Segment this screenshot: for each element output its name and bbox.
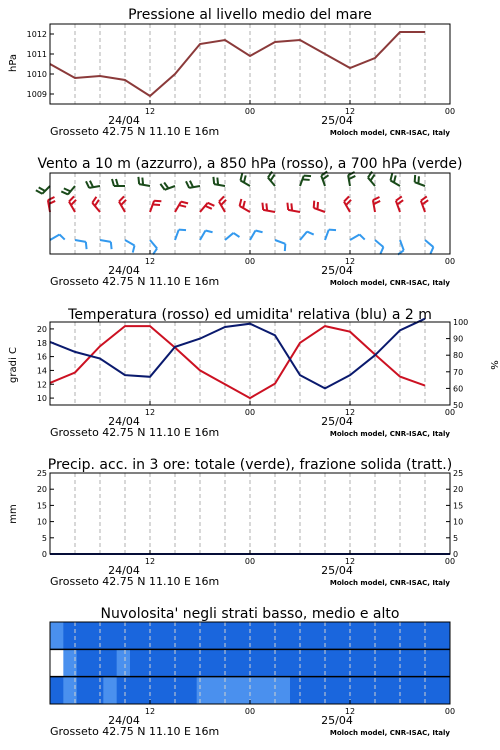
cloud-cell	[103, 649, 117, 676]
wind-10m-barb-feather	[360, 235, 365, 240]
wind-850-barb-shaft	[240, 206, 250, 212]
wind-850-barb-feather	[95, 200, 99, 206]
wind-850-barb	[240, 199, 250, 212]
temperature-date-label: 25/04	[321, 415, 353, 428]
temperature-x-tick-label: 00	[444, 408, 456, 417]
cloud-cell	[50, 622, 64, 649]
precip-right-y-tick-label: 20	[453, 485, 464, 495]
cloud-cell	[130, 677, 144, 704]
wind-700-barb-feather	[240, 173, 242, 180]
pressure-y-tick-label: 1012	[26, 30, 47, 39]
wind-850-barb	[314, 201, 325, 212]
cloud-cell	[330, 622, 344, 649]
cloud-cell	[370, 649, 384, 676]
wind-850-barb	[175, 202, 188, 212]
wind-700-barb-shaft	[189, 186, 200, 188]
wind-850-barb-shaft	[314, 208, 325, 212]
cloud-cell	[277, 622, 291, 649]
cloud-cell	[183, 677, 197, 704]
wind-700-barb-feather	[39, 187, 45, 191]
cloud-cell	[410, 649, 424, 676]
cloud-cell	[250, 677, 264, 704]
wind-10m-barb-shaft	[275, 240, 285, 244]
precip-y-tick-label: 5	[41, 533, 47, 543]
wind-700-barb-feather	[304, 176, 311, 177]
wind-850-barb-feather	[179, 205, 186, 207]
wind-10m-barb-shaft	[300, 232, 307, 240]
cloud-cell	[50, 677, 64, 704]
wind-10m-barb-feather	[60, 235, 65, 240]
wind-700-barb-feather	[268, 172, 272, 178]
cloud-cell	[357, 622, 371, 649]
precip-x-tick-label: 00	[244, 557, 256, 566]
pressure-y-tick-label: 1011	[26, 50, 47, 59]
wind-700-barb	[268, 172, 275, 186]
wind-10m-barb-feather	[233, 233, 239, 237]
wind-700-barb-feather	[418, 176, 419, 183]
cloud-cell	[290, 649, 304, 676]
wind-700-barb-feather	[64, 188, 71, 191]
wind-title: Vento a 10 m (azzurro), a 850 hPa (rosso), a 700 hPa (verde)	[37, 156, 463, 172]
wind-700-barb-feather	[302, 179, 309, 180]
wind-10m-barb	[300, 232, 314, 240]
wind-x-tick-label: 00	[444, 257, 456, 266]
wind-10m-barb	[425, 240, 433, 254]
wind-700-barb-feather	[116, 179, 118, 186]
cloud-date-label: 24/04	[108, 714, 140, 727]
wind-10m-barb-feather	[86, 242, 87, 249]
wind-850-barb-feather	[92, 197, 96, 203]
cloud-cell	[357, 649, 371, 676]
wind-700-barb-feather	[142, 178, 143, 185]
wind-700-barb	[36, 186, 50, 194]
wind-date-label: 24/04	[108, 264, 140, 277]
precip-right-y-tick-label: 25	[453, 469, 464, 478]
wind-700-barb-feather	[217, 178, 218, 185]
wind-850-barb-feather	[153, 204, 160, 205]
cloud-cell	[117, 677, 131, 704]
wind-850-barb-feather	[119, 196, 124, 201]
wind-850-barb-shaft	[263, 210, 275, 212]
wind-700-barb	[138, 177, 150, 186]
wind-850-barb-shaft	[175, 202, 181, 212]
wind-10m-barb-feather	[179, 230, 186, 231]
cloud-cell	[317, 622, 331, 649]
wind-10m-barb-shaft	[75, 240, 86, 242]
wind-700-barb-feather	[271, 175, 275, 181]
wind-10m-barb	[125, 240, 135, 253]
cloud-cell	[330, 649, 344, 676]
wind-700-barb	[321, 171, 328, 186]
cloud-x-tick-label: 12	[344, 707, 356, 716]
wind-location-label: Grosseto 42.75 N 11.10 E 16m	[50, 275, 220, 288]
cloud-cell	[237, 677, 251, 704]
wind-850-barb	[48, 197, 55, 212]
cloud-cell	[210, 677, 224, 704]
temperature-y-tick-label: 20	[36, 324, 47, 334]
precip-ylabel: mm	[8, 504, 19, 524]
cloud-cell	[117, 649, 131, 676]
cloud-cell	[303, 622, 317, 649]
wind-10m-barb-feather	[206, 230, 213, 232]
wind-10m-barb-feather	[380, 247, 383, 254]
cloud-cell	[197, 622, 211, 649]
wind-850-barb-feather	[240, 199, 242, 206]
cloud-cell	[77, 677, 91, 704]
pressure-x-tick-label: 00	[444, 107, 456, 116]
wind-700-barb	[186, 181, 200, 188]
pressure-x-tick-label: 12	[144, 107, 156, 116]
wind-700-barb-feather	[415, 175, 416, 182]
pressure-x-tick-label: 00	[244, 107, 256, 116]
cloud-cell	[383, 649, 397, 676]
wind-700-barb-feather	[213, 177, 214, 184]
wind-850-barb-feather	[243, 201, 245, 208]
wind-700-barb-feather	[112, 179, 114, 186]
cloud-cell	[437, 677, 451, 704]
cloud-cell	[303, 677, 317, 704]
cloud-cell	[437, 622, 451, 649]
wind-10m-barb	[175, 230, 186, 240]
wind-700-barb-feather	[86, 181, 89, 188]
wind-850-barb	[92, 197, 100, 212]
cloud-cell	[397, 649, 411, 676]
cloud-cell	[237, 649, 251, 676]
pressure-location-label: Grosseto 42.75 N 11.10 E 16m	[50, 125, 220, 138]
wind-850-barb	[287, 203, 300, 212]
wind-700-barb-feather	[164, 183, 168, 189]
cloud-cell	[410, 622, 424, 649]
precip-right-y-tick-label: 0	[453, 550, 459, 559]
humidity-y-tick-label: 50	[453, 401, 464, 410]
wind-10m-barb-shaft	[350, 235, 360, 241]
wind-850-barb-feather	[48, 197, 55, 200]
temperature-credit-label: Moloch model, CNR-ISAC, Italy	[329, 430, 450, 438]
wind-700-barb	[61, 186, 75, 194]
wind-700-barb	[390, 173, 400, 186]
wind-850-barb-feather	[291, 203, 292, 210]
precip-y-tick-label: 0	[41, 550, 47, 559]
wind-x-tick-label: 00	[244, 257, 256, 266]
cloud-cell	[330, 677, 344, 704]
wind-850-barb-feather	[314, 201, 315, 208]
precip-x-tick-label: 00	[444, 557, 456, 566]
pressure-x-tick-label: 12	[344, 107, 356, 116]
pressure-line	[50, 32, 425, 96]
cloud-cell	[397, 622, 411, 649]
chart-layer	[27, 24, 469, 738]
temperature-x-tick-label: 12	[344, 408, 356, 417]
wind-700-barb-shaft	[89, 186, 100, 188]
wind-x-tick-label: 12	[344, 257, 356, 266]
wind-700-barb-feather	[321, 171, 327, 175]
cloud-cell	[170, 649, 184, 676]
wind-10m-barb-shaft	[425, 240, 433, 247]
cloud-cell	[370, 622, 384, 649]
cloud-cell	[210, 622, 224, 649]
temperature-y-tick-label: 12	[36, 380, 47, 390]
pressure-y-tick-label: 1010	[26, 70, 47, 79]
precip-date-label: 24/04	[108, 564, 140, 577]
wind-10m-barb-shaft	[200, 230, 206, 240]
wind-10m-barb	[200, 230, 213, 240]
wind-700-barb-feather	[244, 175, 246, 182]
cloud-cell	[437, 649, 451, 676]
wind-700-barb	[348, 172, 355, 186]
humidity-y-tick-label: 60	[453, 384, 464, 394]
cloud-cell	[250, 649, 264, 676]
temperature-y-tick-label: 16	[36, 352, 47, 362]
wind-10m-barb	[250, 230, 263, 240]
wind-850-barb-shaft	[288, 210, 300, 212]
pressure-y-tick-label: 1009	[26, 90, 47, 99]
cloud-cell	[130, 649, 144, 676]
wind-700-barb-feather	[138, 177, 139, 184]
wind-10m-barb	[150, 240, 157, 254]
wind-850-barb-feather	[219, 196, 224, 201]
cloud-date-label: 25/04	[321, 714, 353, 727]
wind-850-barb-feather	[317, 202, 318, 209]
cloud-x-tick-label: 00	[244, 707, 256, 716]
precip-y-tick-label: 20	[36, 485, 47, 495]
wind-700-barb	[300, 176, 311, 186]
wind-10m-barb-feather	[329, 230, 336, 231]
cloud-cell	[237, 622, 251, 649]
wind-10m-barb	[398, 240, 404, 255]
wind-850-barb-feather	[181, 202, 188, 204]
wind-850-barb-feather	[287, 203, 288, 210]
wind-700-barb	[112, 179, 125, 186]
cloud-cell	[397, 677, 411, 704]
cloud-cell	[357, 677, 371, 704]
temperature-y-tick-label: 18	[36, 338, 47, 348]
cloud-cell	[317, 649, 331, 676]
wind-850-barb	[373, 197, 380, 212]
cloud-cell	[277, 649, 291, 676]
cloud-cell	[77, 622, 91, 649]
cloud-cell	[117, 622, 131, 649]
precip-credit-label: Moloch model, CNR-ISAC, Italy	[329, 579, 450, 587]
cloud-cell	[210, 649, 224, 676]
cloud-cell	[77, 649, 91, 676]
precip-right-y-tick-label: 15	[453, 501, 464, 511]
cloud-cell	[103, 622, 117, 649]
cloud-cell	[183, 622, 197, 649]
cloud-cell	[290, 622, 304, 649]
precip-y-tick-label: 10	[36, 517, 47, 527]
wind-x-tick-label: 12	[144, 257, 156, 266]
wind-700-barb	[86, 181, 100, 188]
cloud-cell	[183, 649, 197, 676]
pressure-ylabel: hPa	[8, 53, 19, 73]
precip-x-tick-label: 12	[144, 557, 156, 566]
humidity-y-tick-label: 80	[453, 351, 464, 361]
wind-10m-barb-shaft	[250, 230, 256, 240]
wind-850-barb	[150, 201, 161, 212]
wind-850-barb	[262, 203, 275, 212]
wind-700-barb-feather	[323, 175, 329, 179]
wind-700-barb-feather	[394, 175, 396, 182]
wind-850-barb-feather	[208, 203, 215, 206]
cloud-cell	[303, 649, 317, 676]
cloud-cell	[250, 622, 264, 649]
wind-10m-barb-shaft	[125, 240, 135, 246]
humidity-line	[50, 319, 425, 389]
humidity-y-tick-label: 70	[453, 367, 464, 377]
temperature-location-label: Grosseto 42.75 N 11.10 E 16m	[50, 426, 220, 439]
cloud-cell	[157, 677, 171, 704]
wind-10m-barb-feather	[430, 247, 433, 254]
wind-850-barb-feather	[396, 196, 402, 200]
cloud-cell	[383, 677, 397, 704]
wind-10m-barb-shaft	[400, 240, 404, 250]
wind-700-barb-feather	[190, 181, 193, 188]
cloud-cell	[103, 677, 117, 704]
cloud-cell	[197, 649, 211, 676]
temperature-x-tick-label: 00	[244, 408, 256, 417]
wind-10m-barb-shaft	[50, 235, 60, 241]
wind-700-barb	[213, 177, 225, 186]
temperature-ylabel: gradi C	[8, 347, 19, 383]
wind-credit-label: Moloch model, CNR-ISAC, Italy	[329, 279, 450, 287]
wind-10m-barb-shaft	[225, 233, 233, 240]
precip-date-label: 25/04	[321, 564, 353, 577]
humidity-y-tick-label: 100	[453, 318, 469, 327]
precip-y-tick-label: 25	[36, 469, 47, 478]
wind-10m-barb-feather	[285, 244, 286, 251]
cloud-location-label: Grosseto 42.75 N 11.10 E 16m	[50, 725, 220, 738]
wind-850-barb-feather	[154, 201, 161, 202]
cloud-cell	[317, 677, 331, 704]
precip-x-tick-label: 12	[344, 557, 356, 566]
precip-title: Precip. acc. in 3 ore: totale (verde), frazione solida (tratt.)	[47, 457, 453, 473]
cloud-x-tick-label: 12	[144, 707, 156, 716]
wind-700-barb-feather	[61, 191, 68, 194]
wind-850-barb	[200, 203, 214, 212]
wind-850-barb-shaft	[150, 201, 154, 212]
wind-10m-barb	[325, 230, 336, 240]
cloud-cell	[370, 677, 384, 704]
cloud-cell	[277, 677, 291, 704]
wind-10m-barb	[375, 240, 383, 254]
precip-frame	[50, 473, 450, 554]
cloud-cell	[157, 649, 171, 676]
precip-location-label: Grosseto 42.75 N 11.10 E 16m	[50, 575, 220, 588]
precip-right-y-tick-label: 5	[453, 533, 459, 543]
cloud-cell	[410, 677, 424, 704]
wind-700-barb	[160, 183, 175, 190]
wind-10m-barb-shaft	[375, 240, 383, 247]
temperature-y-tick-label: 14	[36, 366, 47, 376]
wind-10m-barb-shaft	[100, 240, 111, 242]
cloud-cell	[90, 622, 104, 649]
wind-10m-barb	[225, 233, 239, 240]
wind-700-barb-feather	[390, 173, 392, 180]
wind-700-barb	[415, 175, 425, 186]
wind-700-barb-shaft	[214, 184, 225, 186]
precip-right-y-tick-label: 10	[453, 517, 464, 527]
wind-850-barb-feather	[205, 206, 212, 209]
cloud-cell	[90, 649, 104, 676]
pressure-title: Pressione al livello medio del mare	[128, 7, 372, 23]
wind-10m-barb	[350, 235, 365, 241]
cloud-cell	[170, 677, 184, 704]
wind-10m-barb-feather	[256, 230, 263, 232]
precip-y-tick-label: 15	[36, 501, 47, 511]
wind-10m-barb	[275, 240, 285, 251]
wind-10m-barb-feather	[133, 246, 135, 253]
pressure-date-label: 24/04	[108, 114, 140, 127]
pressure-frame	[50, 24, 450, 104]
cloud-cell	[383, 622, 397, 649]
wind-700-barb-shaft	[415, 182, 425, 186]
wind-700-barb-feather	[90, 181, 93, 188]
wind-700-barb-feather	[371, 175, 375, 181]
temperature-ylabel-right: %	[488, 360, 499, 370]
wind-date-label: 25/04	[321, 264, 353, 277]
cloud-cell	[90, 677, 104, 704]
cloud-cell	[197, 677, 211, 704]
wind-700-barb-feather	[186, 181, 189, 188]
wind-700-barb-feather	[368, 172, 372, 178]
cloud-cell	[170, 622, 184, 649]
cloud-cell	[130, 622, 144, 649]
wind-850-barb-feather	[69, 196, 74, 201]
cloud-credit-label: Moloch model, CNR-ISAC, Italy	[329, 729, 450, 737]
wind-10m-barb-feather	[111, 242, 112, 249]
temperature-y-tick-label: 10	[36, 394, 47, 404]
pressure-date-label: 25/04	[321, 114, 353, 127]
wind-10m-barb	[50, 235, 65, 241]
pressure-credit-label: Moloch model, CNR-ISAC, Italy	[329, 129, 450, 137]
cloud-cell	[290, 677, 304, 704]
wind-10m-barb-feather	[307, 232, 314, 235]
cloud-x-tick-label: 00	[444, 707, 456, 716]
wind-850-barb-feather	[344, 196, 349, 201]
wind-700-barb	[240, 173, 250, 186]
wind-850-barb-feather	[262, 203, 263, 210]
cloud-cell	[50, 649, 64, 676]
wind-700-barb-feather	[36, 190, 42, 194]
humidity-y-tick-label: 90	[453, 334, 464, 344]
wind-700-barb-shaft	[139, 184, 150, 186]
wind-700-barb	[368, 172, 375, 186]
wind-700-barb-shaft	[300, 176, 304, 186]
cloud-title: Nuvolosita' negli strati basso, medio e alto	[100, 606, 400, 622]
cloud-cell	[157, 622, 171, 649]
wind-850-barb-feather	[421, 196, 427, 200]
wind-10m-barb	[75, 240, 87, 249]
wind-10m-barb	[100, 240, 112, 249]
temperature-title: Temperatura (rosso) ed umidita' relativa (blu) a 2 m	[68, 307, 432, 323]
wind-700-barb-feather	[348, 172, 355, 175]
wind-850-barb-feather	[266, 203, 267, 210]
wind-700-barb-feather	[160, 184, 164, 190]
wind-10m-barb-shaft	[175, 230, 179, 240]
temperature-x-tick-label: 12	[144, 408, 156, 417]
temperature-date-label: 24/04	[108, 415, 140, 428]
wind-850-barb-feather	[373, 197, 380, 200]
wind-10m-barb-shaft	[325, 230, 329, 240]
wind-10m-barb-shaft	[150, 240, 157, 248]
